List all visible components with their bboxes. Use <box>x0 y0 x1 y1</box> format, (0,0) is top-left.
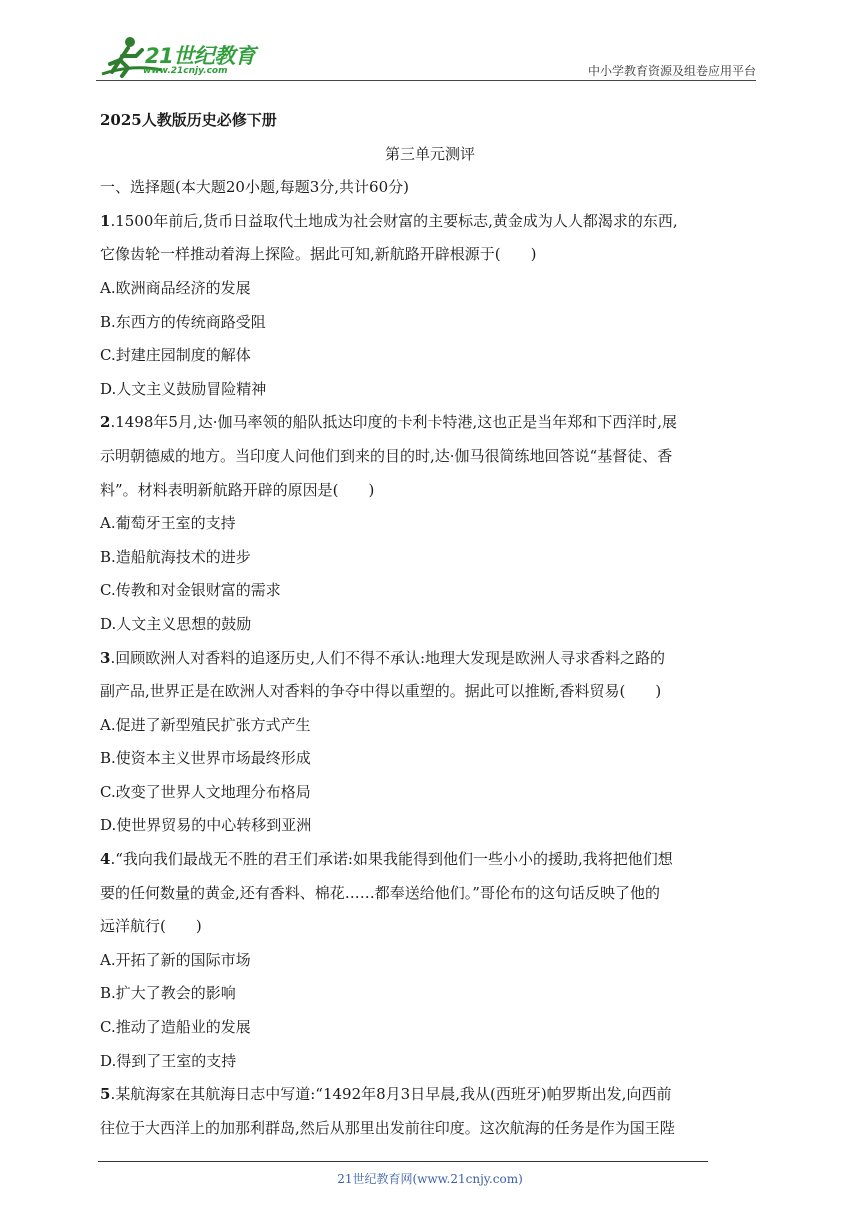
question-text: 远洋航行( ) <box>100 917 202 936</box>
part-heading: 一、选择题(本大题20小题,每题3分,共计60分) <box>100 178 409 197</box>
question-text: 示明朝德威的地方。当印度人问他们到来的目的时,达·伽马很简练地回答说“基督徒、香 <box>100 446 673 465</box>
option-d: D.得到了王室的支持 <box>100 1051 237 1070</box>
question-text: 5.某航海家在其航海日志中写道:“1492年8月3日早晨,我从(西班牙)帕罗斯出发,向西前 <box>100 1085 672 1104</box>
option-a: A.欧洲商品经济的发展 <box>100 278 251 297</box>
question-number: 4 <box>100 850 111 869</box>
question-5 <box>100 1078 760 1145</box>
logo-url: www.21cnjy.com <box>143 66 228 76</box>
question-text: 1.1500年前后,货币日益取代土地成为社会财富的主要标志,黄金成为人人都渴求的东西, <box>100 211 678 230</box>
question-text: 3.回顾欧洲人对香料的追逐历史,人们不得不承认:地理大发现是欧洲人寻求香料之路的 <box>100 648 666 667</box>
question-number: 5 <box>100 1085 111 1104</box>
footer-divider <box>98 1161 708 1162</box>
option-a: A.葡萄牙王室的支持 <box>100 514 236 533</box>
page-header <box>0 0 860 90</box>
option-a: A.开拓了新的国际市场 <box>100 950 251 969</box>
question-text: 往位于大西洋上的加那利群岛,然后从那里出发前往印度。这次航海的任务是作为国王陛 <box>100 1118 675 1137</box>
question-text: 4.“我向我们最战无不胜的君王们承诺:如果我能得到他们一些小小的援助,我将把他们想 <box>100 850 673 869</box>
option-b: B.造船航海技术的进步 <box>100 547 251 566</box>
option-a: A.促进了新型殖民扩张方式产生 <box>100 715 311 734</box>
question-text: 它像齿轮一样推动着海上探险。据此可知,新航路开辟根源于( ) <box>100 245 537 264</box>
book-title: 2025人教版历史必修下册 <box>100 111 277 129</box>
question-number: 2 <box>100 413 111 432</box>
option-c: C.封建庄园制度的解体 <box>100 346 251 365</box>
header-divider <box>96 80 756 81</box>
question-number: 1 <box>100 211 111 230</box>
question-number: 3 <box>100 648 111 667</box>
question-text: 2.1498年5月,达·伽马率领的船队抵达印度的卡利卡特港,这也正是当年郑和下西洋时,展 <box>100 413 678 432</box>
option-b: B.东西方的传统商路受阻 <box>100 312 266 331</box>
footer-text: 21世纪教育网(www.21cnjy.com) <box>337 1172 523 1186</box>
document-body <box>100 104 760 1145</box>
option-b: B.扩大了教会的影响 <box>100 984 236 1003</box>
option-c: C.推动了造船业的发展 <box>100 1018 251 1037</box>
question-text: 料”。材料表明新航路开辟的原因是( ) <box>100 480 375 499</box>
question-1 <box>100 205 760 407</box>
question-text: 要的任何数量的黄金,还有香料、棉花……都奉送给他们。”哥伦布的这句话反映了他的 <box>100 883 660 902</box>
option-d: D.人文主义鼓励冒险精神 <box>100 379 267 398</box>
option-c: C.传教和对金银财富的需求 <box>100 581 281 600</box>
platform-label: 中小学教育资源及组卷应用平台 <box>587 64 756 78</box>
logo-text: 21世纪教育 <box>145 44 256 68</box>
question-4 <box>100 843 760 1078</box>
question-3 <box>100 642 760 844</box>
question-2 <box>100 406 760 641</box>
option-d: D.人文主义思想的鼓励 <box>100 614 252 633</box>
option-b: B.使资本主义世界市场最终形成 <box>100 749 311 768</box>
option-d: D.使世界贸易的中心转移到亚洲 <box>100 816 312 835</box>
section-title: 第三单元测评 <box>384 144 475 163</box>
option-c: C.改变了世界人文地理分布格局 <box>100 782 311 801</box>
question-text: 副产品,世界正是在欧洲人对香料的争夺中得以重塑的。据此可以推断,香料贸易( ) <box>100 682 662 701</box>
